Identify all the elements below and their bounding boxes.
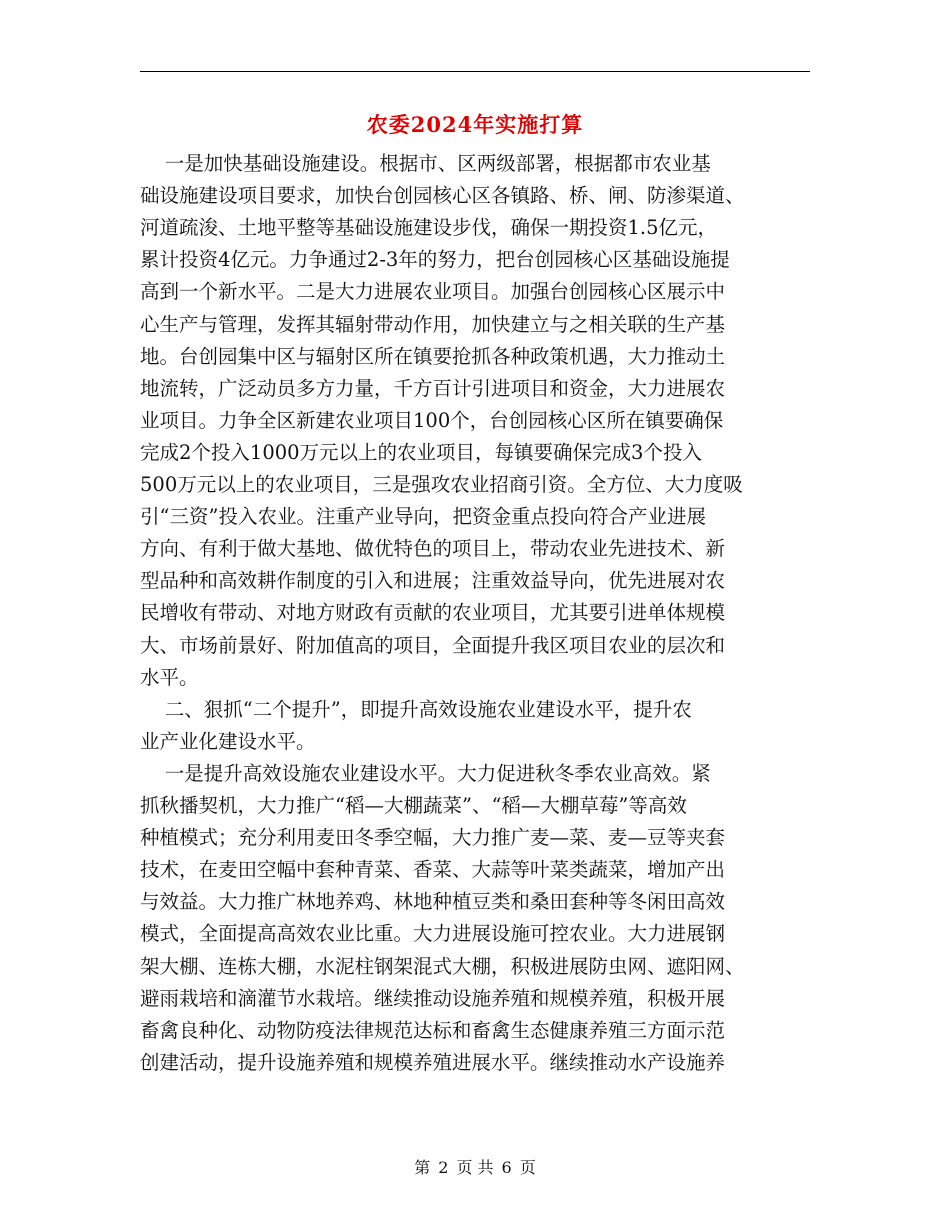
paragraph-line: 技术，在麦田空幅中套种青菜、香菜、大蒜等叶菜类蔬菜，增加产出 — [140, 858, 726, 882]
paragraph-line: 业产业化建设水平。 — [140, 729, 316, 753]
paragraph-line: 大、市场前景好、附加值高的项目，全面提升我区项目农业的层次和 — [140, 633, 726, 657]
footer-suffix: 页 — [519, 1158, 536, 1177]
paragraph-line: 地。台创园集中区与辐射区所在镇要抢抓各种政策机遇，大力推动土 — [140, 344, 726, 368]
paragraph-line: 一是加快基础设施建设。根据市、区两级部署，根据都市农业基 — [140, 152, 711, 175]
footer-total-pages: 6 — [501, 1158, 512, 1177]
paragraph-line: 累计投资4亿元。力争通过2-3年的努力，把台创园核心区基础设施提 — [140, 248, 730, 272]
footer-middle: 页 共 — [456, 1158, 494, 1177]
paragraph-line: 方向、有利于做大基地、做优特色的项目上，带动农业先进技术、新 — [140, 537, 726, 561]
paragraph-line: 础设施建设项目要求，加快台创园核心区各镇路、桥、闸、防渗渠道、 — [140, 184, 745, 208]
paragraph-line: 型品种和高效耕作制度的引入和进展；注重效益导向，优先进展对农 — [140, 569, 726, 593]
paragraph-line: 架大棚、连栋大棚，水泥柱钢架混式大棚，积极进展防虫网、遮阳网、 — [140, 954, 745, 978]
paragraph-line: 业项目。力争全区新建农业项目100个，台创园核心区所在镇要确保 — [140, 408, 724, 432]
paragraph-line: 畜禽良种化、动物防疫法律规范达标和畜禽生态健康养殖三方面示范 — [140, 1018, 726, 1042]
paragraph-line: 民增收有带动、对地方财政有贡献的农业项目，尤其要引进单体规模 — [140, 601, 726, 625]
paragraph-line: 河道疏浚、土地平整等基础设施建设步伐，确保一期投资1.5亿元， — [140, 216, 718, 240]
paragraph-line: 完成2个投入1000万元以上的农业项目，每镇要确保完成3个投入 — [140, 440, 702, 464]
paragraph-line: 创建活动，提升设施养殖和规模养殖进展水平。继续推动水产设施养 — [140, 1050, 726, 1074]
paragraph-line: 二、狠抓“二个提升”，即提升高效设施农业建设水平，提升农 — [140, 697, 692, 721]
paragraph-line: 高到一个新水平。二是大力进展农业项目。加强台创园核心区展示中 — [140, 280, 726, 304]
paragraph-line: 模式，全面提高高效农业比重。大力进展设施可控农业。大力进展钢 — [140, 922, 726, 946]
paragraph-line: 抓秋播契机，大力推广“稻—大棚蔬菜”、“稻—大棚草莓”等高效 — [140, 794, 687, 817]
paragraph-line: 与效益。大力推广林地养鸡、林地种植豆类和桑田套种等冬闲田高效 — [140, 890, 726, 914]
header-rule — [140, 71, 810, 72]
paragraph-line: 心生产与管理，发挥其辐射带动作用，加快建立与之相关联的生产基 — [140, 312, 726, 336]
paragraph-line: 引“三资”投入农业。注重产业导向，把资金重点投向符合产业进展 — [140, 505, 706, 529]
paragraph-line: 种植模式；充分利用麦田冬季空幅，大力推广麦—菜、麦—豆等夹套 — [140, 826, 726, 850]
paragraph-line: 避雨栽培和滴灌节水栽培。继续推动设施养殖和规模养殖，积极开展 — [140, 986, 726, 1010]
paragraph-line: 一是提升高效设施农业建设水平。大力促进秋冬季农业高效。紧 — [140, 761, 711, 785]
paragraph-line: 500万元以上的农业项目，三是强攻农业招商引资。全方位、大力度吸 — [140, 473, 743, 496]
footer-prefix: 第 — [414, 1158, 431, 1177]
paragraph-line: 地流转，广泛动员多方力量，千方百计引进项目和资金，大力进展农 — [140, 376, 726, 400]
page-footer — [0, 1155, 950, 1178]
document-title: 农委2024年实施打算 — [366, 112, 584, 137]
footer-page-number: 2 — [438, 1158, 449, 1177]
paragraph-line: 水平。 — [140, 665, 199, 689]
